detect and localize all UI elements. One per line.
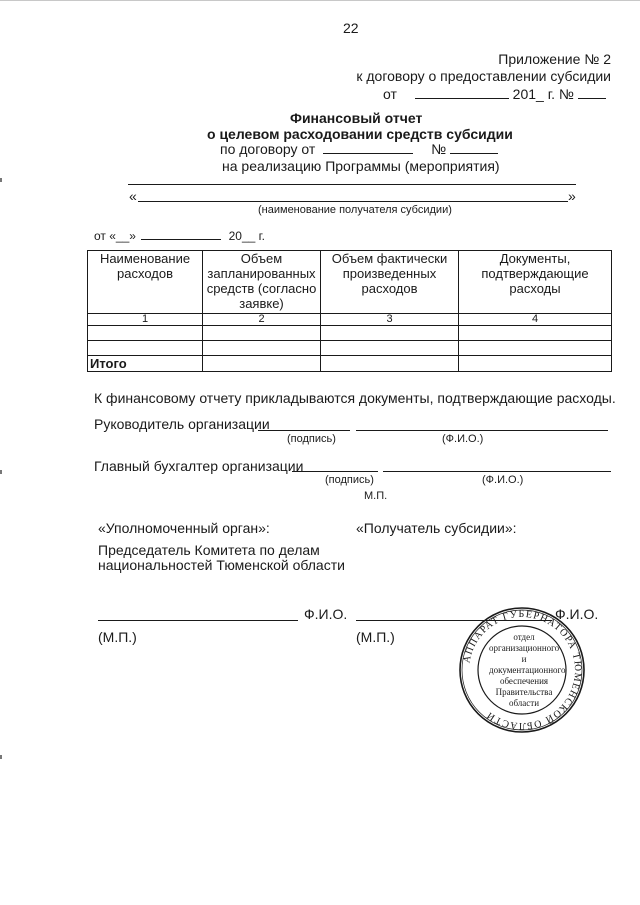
contract-date-blank [323,142,413,154]
contract-number-blank [450,142,498,154]
head-fio-line [356,430,608,431]
authority-title: «Уполномоченный орган»: [98,520,270,536]
recipient-fio: Ф.И.О. [555,606,599,622]
authority-fio: Ф.И.О. [304,606,348,622]
recipient-close-quote: » [568,188,576,204]
recipient-title: «Получатель субсидии»: [356,520,517,536]
appendix-line2: к договору о предоставлении субсидии [356,68,611,84]
recipient-caption: (наименование получателя субсидии) [258,204,452,216]
head-fio-caption: (Ф.И.О.) [442,433,484,445]
stamp-inner-text: отдел организационного и документационного обеспечения Правительства области [489,632,566,708]
scan-mark [0,755,2,759]
mp-label: М.П. [364,490,388,502]
appendix-from-label: от [383,86,397,102]
acc-fio-line [383,471,611,472]
date-month-blank [141,228,221,240]
contract-line [220,141,498,157]
head-sign-line [258,430,350,431]
report-subtitle: о целевом расходовании средств субсидии [207,126,513,142]
acc-sign-caption: (подпись) [325,474,374,486]
column-number: 4 [459,314,612,326]
header-cell: Объем запланированных средств (согласно заявке) [203,251,321,314]
date-line [94,228,265,243]
header-cell: Объем фактически произведенных расходов [321,251,459,314]
header-cell: Наименование расходов [88,251,203,314]
table-total-row [88,356,612,372]
head-label: Руководитель организации [94,416,270,432]
table-number-row [88,314,612,326]
header-cell: Документы, подтверждающие расходы [459,251,612,314]
top-border-line [0,0,640,1]
appendix-title: Приложение № 2 [498,51,611,67]
chairman-line1: Председатель Комитета по делам [98,542,320,558]
scan-mark [0,178,2,182]
acc-sign-line [292,471,378,472]
appendix-date-blank [415,87,509,99]
column-number: 2 [203,314,321,326]
appendix-line3 [383,86,606,102]
date-year-label: 20__ г. [228,229,265,243]
date-day-label: от «__» [94,229,136,243]
program-line: на реализацию Программы (мероприятия) [222,158,500,174]
table-header-row [88,251,612,314]
recipient-mp: (М.П.) [356,629,395,645]
column-number: 1 [88,314,203,326]
recipient-name-line [138,201,568,202]
authority-sign-line [98,620,298,621]
attachment-note: К финансовому отчету прикладываются документы, подтверждающие расходы. [94,390,616,406]
stamp-outer-text: АППАРАТ ГУБЕРНАТОРА ТЮМЕНСКОЙ ОБЛАСТИ [461,608,584,732]
chairman-line2: национальностей Тюменской области [98,557,345,573]
page-number: 22 [343,20,359,36]
scan-mark [0,470,2,474]
accountant-label: Главный бухгалтер организации [94,458,304,474]
column-number: 3 [321,314,459,326]
appendix-year-label: 201_ г. № [512,86,574,102]
contract-prefix: по договору от [220,141,316,157]
report-title: Финансовый отчет [290,110,423,126]
acc-fio-caption: (Ф.И.О.) [482,474,524,486]
expense-table [87,250,612,372]
table-row [88,341,612,356]
head-sign-caption: (подпись) [287,433,336,445]
table-row [88,326,612,341]
authority-mp: (М.П.) [98,629,137,645]
total-label: Итого [88,356,203,372]
recipient-open-quote: « [129,188,137,204]
appendix-number-blank [578,87,606,99]
contract-no-label: № [431,141,447,157]
recipient-top-line [128,184,576,185]
